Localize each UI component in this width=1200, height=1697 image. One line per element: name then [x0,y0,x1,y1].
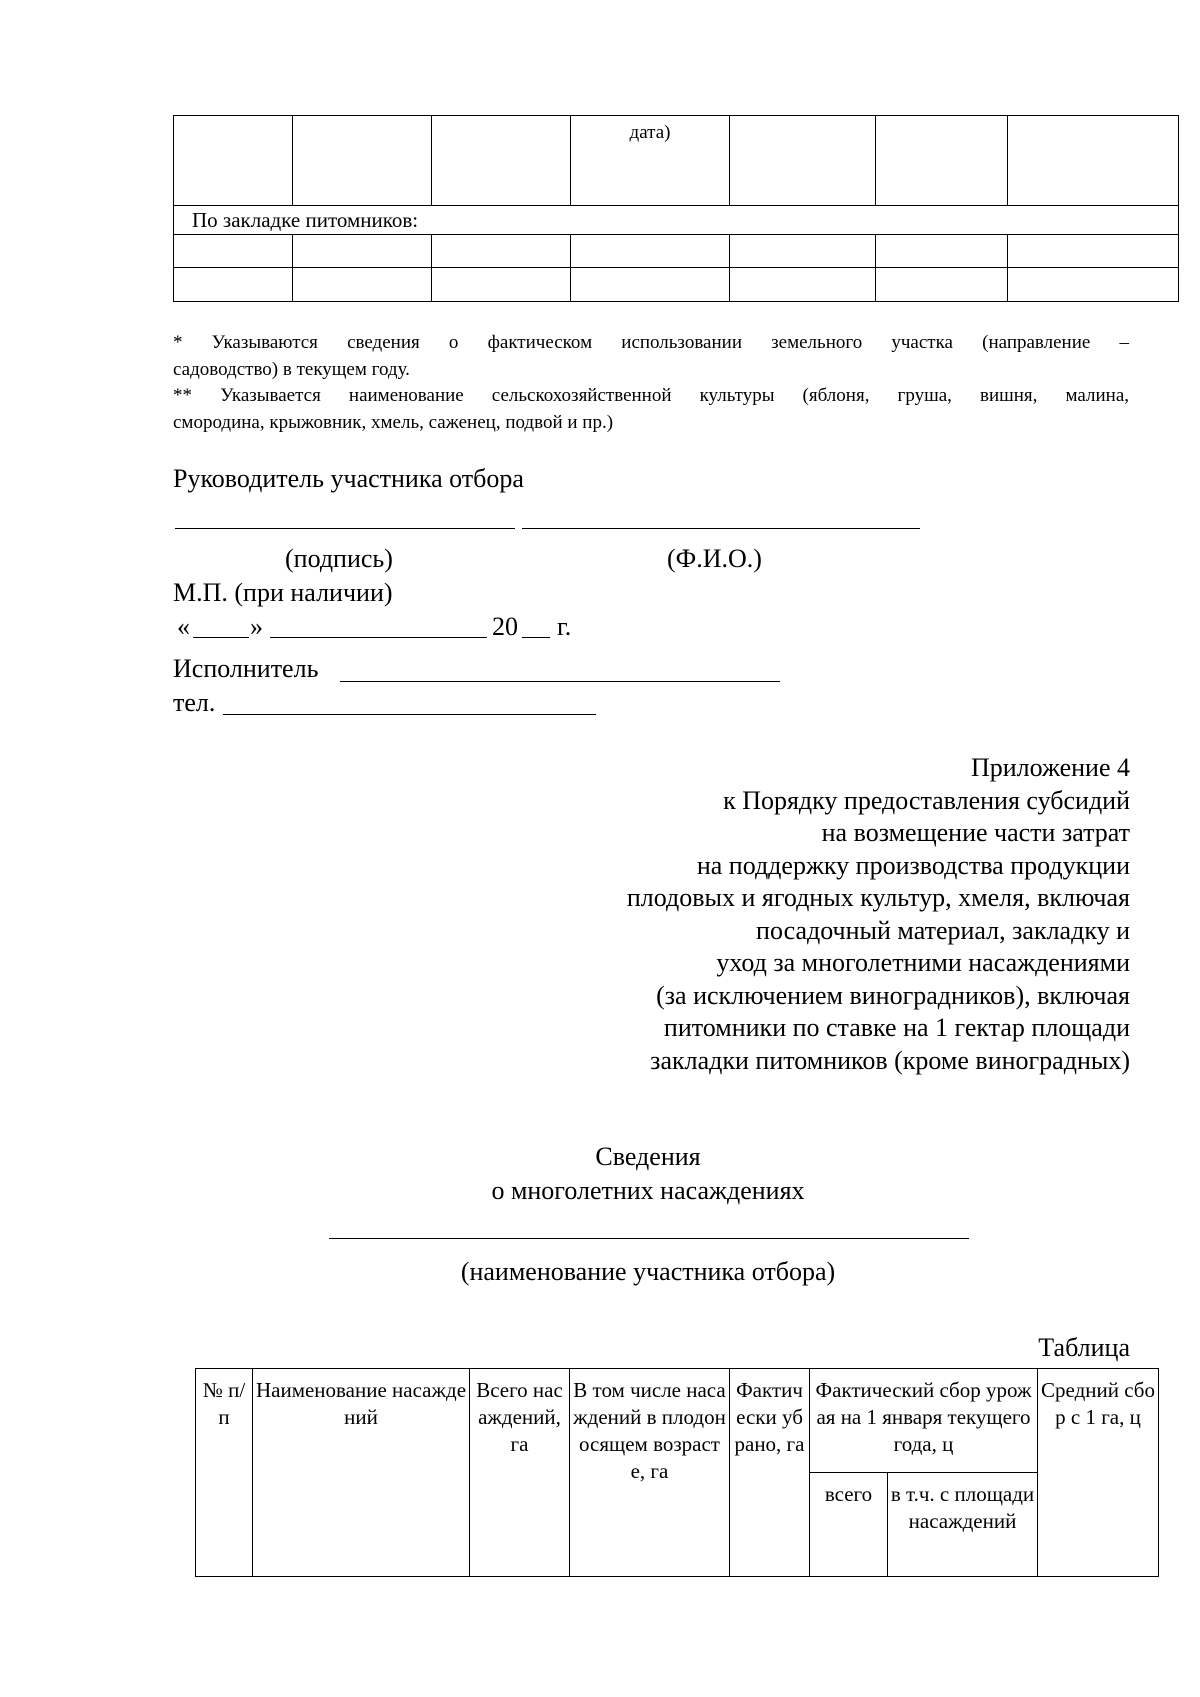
appendix-line: на возмещение части затрат [821,818,1130,847]
table-cell [1008,268,1179,302]
table-cell [730,116,876,206]
year-suffix: г. [557,612,572,641]
appendix-line: закладки питомников (кроме виноградных) [650,1045,1130,1075]
table-cell [174,235,293,268]
section-label: По закладке питомников: [174,206,1179,235]
day-blank [193,637,249,638]
table-row [174,235,1179,268]
table-caption: Таблица [1038,1333,1130,1362]
table-cell [730,235,876,268]
appendix-line: плодовых и ягодных культур, хмеля, включая [626,883,1130,912]
footnote-2-line-1: ** Указывается наименование сельскохозяйственной культуры (яблоня, груша, вишня, малина, [173,385,1129,406]
footnote-1-line-1: * Указываются сведения о фактическом использовании земельного участка (направление – [173,332,1129,353]
table-cell [876,235,1008,268]
date-open-quote: « [177,612,190,641]
executor-label: Исполнитель [173,654,319,683]
header-harvested: Фактически убрано, га [730,1369,810,1577]
participant-name-line [329,1238,969,1239]
phone-label: тел. [173,688,216,717]
appendix-line: питомники по ставке на 1 гектар площади [663,1013,1130,1042]
table-cell [293,268,432,302]
month-blank [270,637,487,638]
year-prefix: 20 [492,612,518,641]
table-cell [432,235,571,268]
header-total: Всего насаждений, га [470,1369,570,1577]
appendix-header [430,752,1130,1077]
table-cell [1008,116,1179,206]
year-blank [522,637,550,638]
table-cell [876,268,1008,302]
date-cell: дата) [571,116,730,206]
appendix-line: к Порядку предоставления субсидий [723,785,1130,815]
doc-title: Сведения [595,1142,701,1171]
header-name: Наименование насаждений [253,1369,470,1577]
appendix-line: посадочный материал, закладку и [756,915,1130,945]
table-row [174,268,1179,302]
top-table [173,115,1179,302]
table-header-row [196,1369,1159,1473]
head-label: Руководитель участника отбора [173,464,524,493]
sign-caption: (подпись) [285,544,393,573]
doc-subtitle: о многолетних насаждениях [491,1176,805,1205]
table-cell [1008,235,1179,268]
table-row [174,206,1179,235]
executor-line [340,681,780,682]
signature-line [175,528,515,529]
appendix-line: уход за многолетними насаждениями [716,948,1130,977]
header-fruiting: В том числе насаждений в плодоносящем возрасте, га [570,1369,730,1577]
table-cell [432,116,571,206]
table-cell [571,268,730,302]
header-yield-total: всего [810,1473,888,1577]
phone-line [223,714,596,715]
table-cell [571,235,730,268]
date-close-quote: » [250,612,263,641]
participant-caption: (наименование участника отбора) [460,1257,836,1286]
table-row [174,116,1179,206]
stamp-label: М.П. (при наличии) [173,578,393,607]
header-num: № п/п [196,1369,253,1577]
plantings-table [195,1368,1159,1577]
header-avg: Средний сбор с 1 га, ц [1038,1369,1159,1577]
footnote-1-line-2: садоводство) в текущем году. [173,359,410,380]
footnote-2-line-2: смородина, крыжовник, хмель, саженец, подвой и пр.) [173,412,614,433]
table-cell [293,116,432,206]
table-cell [876,116,1008,206]
appendix-line: на поддержку производства продукции [696,850,1130,880]
fio-line [522,528,920,529]
header-yield-group: Фактический сбор урожая на 1 января текущего года, ц [810,1369,1038,1473]
table-cell [730,268,876,302]
header-yield-from-area: в т.ч. с площади насаждений [888,1473,1038,1577]
appendix-line: (за исключением виноградников), включая [656,980,1130,1010]
appendix-line: Приложение 4 [970,753,1130,782]
table-cell [293,235,432,268]
table-cell [174,268,293,302]
table-cell [174,116,293,206]
table-cell [432,268,571,302]
fio-caption: (Ф.И.О.) [667,544,762,573]
